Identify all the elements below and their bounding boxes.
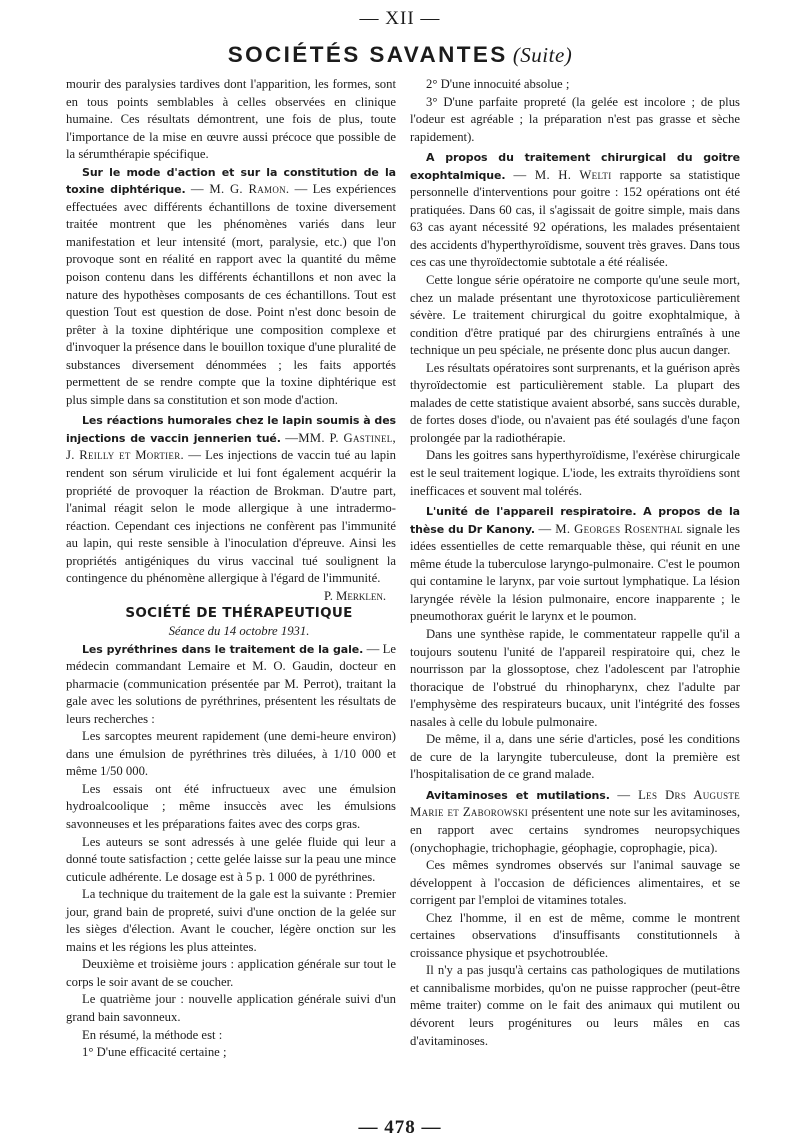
right-column — [410, 76, 740, 1050]
article-author: —MM. P. Gastinel, J. Reilly et Mortier. — [66, 430, 397, 463]
paragraph: Cette longue série opératoire ne comporte qu'une seule mort, chez un malade présentant une thyrotoxicose particulièrement sévère. Le traitement chirurgical du goitre exophtalmique, à condition d'être pratiqué par des chirurgiens entraînés à une technique un peu spéciale, ne présente donc plus aucun danger. — [410, 273, 740, 358]
article-text: présentent une note sur les avitaminoses, en rapport avec certains syndromes neuropsychiques (onychophagie, trichophagie, géophagie, coprophagie, pica). — [410, 805, 740, 855]
page-number: — 478 — — [358, 1117, 442, 1138]
paragraph: Dans les goitres sans hyperthyroïdisme, l'exérèse chirurgicale est le seul traitement logique. L'iode, les extraits thyroïdiens sont inefficaces et souvent mal tolérés. — [410, 448, 740, 498]
article-goitre — [410, 149, 740, 272]
paragraph: Les essais ont été infructueux avec une émulsion hydroalcoolique ; même insuccès avec les émulsions savonneuses et les préparations faites avec des corps gras. — [66, 781, 396, 831]
article-heading: L'unité de l'appareil respiratoire. A propos de la thèse du Dr Kanony. — [410, 505, 740, 536]
article-text: rapporte sa statistique personnelle d'interventions pour goitre : 152 opérations ont été pratiquées. Dans 60 cas, il s'agissait de goitre simple, mais dans 63 cas ayant nécessité 92 opérations, les malades présentaient des accidents d'hyperthyroïdisme, souvent très graves. Dans tous ces cas une thyroïdectomie subtotale a été réalisée. — [410, 167, 740, 270]
paragraph: En résumé, la méthode est : — [82, 1027, 223, 1042]
paragraph: Deuxième et troisième jours : application générale sur tout le corps le soir avant de se coucher. — [66, 957, 396, 989]
left-column — [66, 76, 396, 1062]
article-author: — M. H. Welti — [513, 167, 612, 182]
paragraph: Il n'y a pas jusqu'à certains cas pathologiques de mutilations et cannibalisme morbides, qu'on ne puisse rapprocher (peut-être même traiter) comme on le fait des animaux qui mutilent ou dévorent leurs progénitures ou leurs mâles en cas d'avitaminoses. — [410, 963, 740, 1048]
article-text: — Les injections de vaccin tué au lapin rendent son sérum virulicide et lui font également acquérir la propriété de provoquer la réaction de Brokman. D'autre part, l'animal réagit selon le mode allergique à une intradermo-réaction. Cependant ces injections ne confèrent pas l'immunité au lapin, qui reste sensible à l'inoculation d'épreuve. Ainsi les propriétés antigéniques du virus vaccinal tué soulignent la contingence du phénomène allergique à l'égard de l'immunité. — [66, 448, 396, 586]
paragraph: Dans une synthèse rapide, le commentateur rappelle qu'il a toujours soutenu l'unité de l'appareil respiratoire qui, chez le nourrisson par la glossoptose, chez l'adolescent par l'atrophie thoracique de l'obstrué du rhinopharynx, chez l'adulte par l'emphysème des respirateurs bucaux, unit l'intégrité des fosses nasales à celle du lobule pulmonaire. — [410, 626, 740, 729]
list-item: 2° D'une innocuité absolue ; — [426, 77, 570, 91]
article-heading: A propos du traitement chirurgical du goitre exophtalmique. — [410, 151, 740, 182]
running-subtitle: (Suite) — [512, 43, 573, 67]
article-appareil-respiratoire — [410, 503, 740, 626]
article-avitaminoses — [410, 787, 740, 857]
roman-folio: — XII — — [359, 8, 441, 29]
article-pyrethrines — [66, 641, 396, 729]
article-toxine — [66, 164, 396, 410]
article-author: — M. Georges Rosenthal — [538, 521, 683, 536]
article-text: — Les expériences effectuées avec différents échantillons de toxine diversement traitée montrent que les phénomènes variés dans leur manifestation et leur intensité (mort, paralysie, etc.) que l'on provoque sont en réalité en rapport avec la quantité du même poison contenu dans les différents échantillons et non avec la nature des hypothèses composants de ces échantillons. Tout est question Tout est question de dose. Point n'est donc besoin de prêter à la toxine diphtérique une composition complexe et d'invoquer la présence dans le bouillon toxique d'une pluralité de substances diversement dénommées ; les faits apportés permettent de se rendre compte que la toxine diphtérique est plus simple dans sa constitution et son mode d'action. — [66, 182, 397, 407]
article-heading: Sur le mode d'action et sur la constitution de la toxine diphtérique. — [66, 165, 396, 197]
paragraph: Chez l'homme, il en est de même, comme le montrent certaines observations d'insuffisants constitutionnels à croissance physique et psychotroublée. — [410, 910, 740, 960]
paragraph: Les résultats opératoires sont surprenants, et la guérison après thyroïdectomie est particulièrement stable. La plupart des malades de cette statistique avaient absorbé, sans succès durable, de fortes doses d'iode, ou n'avaient pas été soulagés d'une façon prolongée par la radiothérapie. — [410, 360, 740, 445]
running-title: SOCIÉTÉS SAVANTES — [227, 42, 508, 67]
paragraph: La technique du traitement de la gale est la suivante : Premier jour, grand bain de propreté, suivi d'une onction de la gelée sur les sièges d'élection. Avant le coucher, légère onction sur les mains et les régions les plus atteintes. — [66, 887, 396, 954]
paragraph: Les auteurs se sont adressés à une gelée fluide qui leur a donné toute satisfaction ; cette gelée laisse sur la peau une mince cuticule adhérente. Le dosage est à 5 p. 1 000 de pyréthrines. — [66, 834, 396, 884]
article-heading: Les réactions humorales chez le lapin soumis à des injections de vaccin jennerien tué. — [66, 414, 396, 445]
signature: P. Merklen. — [324, 588, 386, 603]
article-text: — Le médecin commandant Lemaire et M. O. Gaudin, docteur en pharmacie (communication présentée par M. Perrot), traitant la gale avec les solutions de pyréthrines, présentent les résultats de leurs recherches : — [66, 641, 396, 726]
article-reactions-humorales — [66, 412, 396, 587]
paragraph: Ces mêmes syndromes observés sur l'animal sauvage se développent à l'occasion de déficiences alimentaires, et se corrigent par l'emploi de vitamines totales. — [410, 858, 740, 908]
article-heading: Avitaminoses et mutilations. — [426, 788, 610, 802]
list-item: 3° D'une parfaite propreté (la gelée est incolore ; de plus l'odeur est agréable ; la préparation n'est pas grasse et sèche rapidement). — [410, 94, 740, 144]
article-heading: Les pyréthrines dans le traitement de la gale. — [82, 642, 364, 656]
section-date: Séance du 14 octobre 1931. — [168, 623, 310, 638]
paragraph: De même, il a, dans une série d'articles, posé les conditions de cure de la laryngite tuberculeuse, dont la première est l'hospitalisation de ce grand malade. — [410, 732, 740, 782]
continued-paragraph: mourir des paralysies tardives dont l'apparition, les formes, sont en tous points semblables à celles observées en clinique humaine. Ces résultats démontrent, une fois de plus, toute l'importance de la mise en œuvre aussi précoce que possible de la sérumthérapie spécifique. — [66, 77, 396, 162]
article-text: signale les idées essentielles de cette remarquable thèse, qui réunit en une même étude la tuberculose laryngo-pulmonaire. C'est le poumon qui contamine le larynx, par voie surtout lymphatique. La lésion laryngée révèle la lésion pulmonaire, encore inapparente ; le pneumothorax guérit le larynx et le poumon. — [410, 521, 740, 624]
paragraph: 1° D'une efficacité certaine ; — [82, 1045, 227, 1060]
paragraph: Les sarcoptes meurent rapidement (une demi-heure environ) dans une émulsion de pyréthrines très diluées, à 1/10 000 et même 1/50 000. — [66, 729, 396, 779]
running-header — [0, 42, 800, 68]
article-author: — M. G. Ramon. — [190, 182, 290, 197]
paragraph: Le quatrième jour : nouvelle application générale suivi d'un grand bain savonneux. — [66, 992, 396, 1024]
section-title: SOCIÉTÉ DE THÉRAPEUTIQUE — [125, 605, 353, 622]
article-author: — Les Drs Auguste Marie et Zaborowski — [410, 787, 741, 820]
